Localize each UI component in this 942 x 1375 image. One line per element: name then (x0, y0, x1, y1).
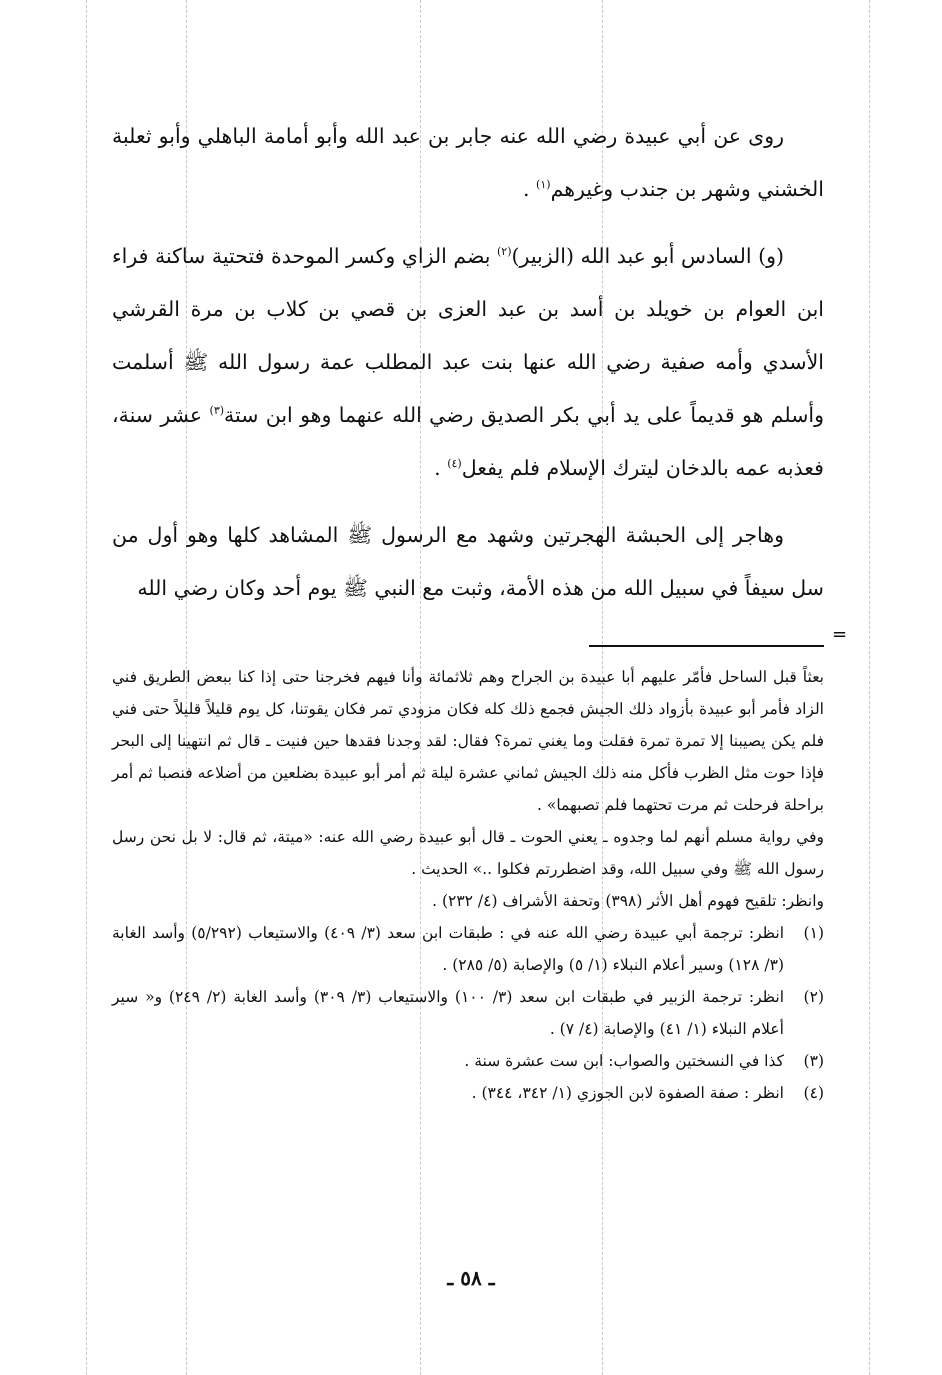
footnote-text: انظر : صفة الصفوة لابن الجوزي (١/ ٣٤٢، ٣٤٤) . (471, 1084, 784, 1102)
footnote (112, 1077, 824, 1109)
footnote (112, 1045, 824, 1077)
footnote-text: انظر: ترجمة الزبير في طبقات ابن سعد (٣/ ١٠٠) والاستيعاب (٣/ ٣٠٩) وأسد الغابة (٢/ ٢٤٩) و« سير أعلام النبلاء (١/ ٤١) والإصابة (٤/ ٧) . (112, 988, 784, 1038)
margin-guide (86, 0, 87, 1375)
margin-guide (869, 0, 870, 1375)
main-text (112, 110, 824, 615)
page-number: ـ ٥٨ ـ (447, 1266, 495, 1290)
paragraph: وهاجر إلى الحبشة الهجرتين وشهد مع الرسول ﷺ المشاهد كلها وهو أول من سل سيفاً في سبيل الله من هذه الأمة، وثبت مع النبي ﷺ يوم أحد وكان رضي الله (112, 523, 824, 600)
footnote-number: (٣) (803, 1052, 824, 1070)
footnote-ref[interactable]: (٤) (447, 457, 462, 471)
footnote (112, 917, 824, 981)
footnote-text: انظر: ترجمة أبي عبيدة رضي الله عنه في : طبقات ابن سعد (٣/ ٤٠٩) والاستيعاب (٥/٢٩٢) وأسد الغابة (٣/ ١٢٨) وسير أعلام النبلاء (١/ ٥) والإصابة (٥/ ٢٨٥) . (112, 924, 784, 974)
footnote-number: (١) (803, 924, 824, 942)
footnote (112, 981, 824, 1045)
footnote-text: كذا في النسختين والصواب: ابن ست عشرة سنة . (464, 1052, 784, 1070)
footnote-continuation: وانظر: تلقيح فهوم أهل الأثر (٣٩٨) وتحفة الأشراف (٤/ ٢٣٢) . (432, 892, 824, 910)
footnote-number: (٢) (803, 988, 824, 1006)
page-content (112, 110, 824, 1109)
footnote-ref[interactable]: (٢) (497, 245, 512, 259)
paragraph: (و) السادس أبو عبد الله (الزبير)$^{(٢)}$ بضم الزاي وكسر الموحدة فتحتية ساكنة فراء ابن العوام بن خويلد بن أسد بن عبد العزى بن قصي بن كلاب بن مرة القرشي الأسدي وأمه صفية رضي الله عنها بنت عبد المطلب عمة رسول الله ﷺ أسلمت وأسلم هو قديماً على يد أبي بكر الصديق رضي الله عنهما وهو ابن ستة$^{(٣)}$ عشر سنة، فعذبه عمه بالدخان ليترك الإسلام فلم يفعل$^{(٤)}$ . (112, 244, 824, 480)
continuation-marker: = (832, 624, 848, 645)
footnote-continuation: وفي رواية مسلم أنهم لما وجدوه ـ يعني الحوت ـ قال أبو عبيدة رضي الله عنه: «ميتة، ثم قال: لا بل نحن رسل رسول الله ﷺ وفي سبيل الله، وقد اضطررتم فكلوا ..» الحديث . (112, 828, 824, 878)
footnote-number: (٤) (803, 1084, 824, 1102)
footnote-separator (589, 645, 824, 647)
paragraph: روى عن أبي عبيدة رضي الله عنه جابر بن عبد الله وأبو أمامة الباهلي وأبو ثعلبة الخشني وشهر بن جندب وغيرهم$^{(١)}$ . (112, 124, 824, 201)
footnotes (112, 661, 824, 1109)
footnote-ref[interactable]: (١) (536, 178, 551, 192)
footnote-continuation: بعثاً قبل الساحل فأمّر عليهم أبا عبيدة بن الجراح وهم ثلاثمائة وأنا فيهم فخرجنا حتى إذا كنا ببعض الطريق فني الزاد فأمر أبو عبيدة بأزواد ذلك الجيش فجمع ذلك كله فكان مزودي تمر فكان يقوتنا، كل يوم قليلاً قليلاً حتى فني فلم يكن يصيبنا إلا تمرة تمرة فقلت وما يغني تمرة؟ فقال: لقد وجدنا فقدها حين فنيت ـ قال ثم انتهينا إلى البحر فإذا حوت مثل الظرب فأكل منه ذلك الجيش ثماني عشرة ليلة ثم أمر أبو عبيدة بضلعين من أضلاعه فنصبا ثم أمر براحلة فرحلت ثم مرت تحتهما فلم تصبهما» . (112, 668, 824, 814)
footnote-ref[interactable]: (٣) (209, 404, 225, 418)
